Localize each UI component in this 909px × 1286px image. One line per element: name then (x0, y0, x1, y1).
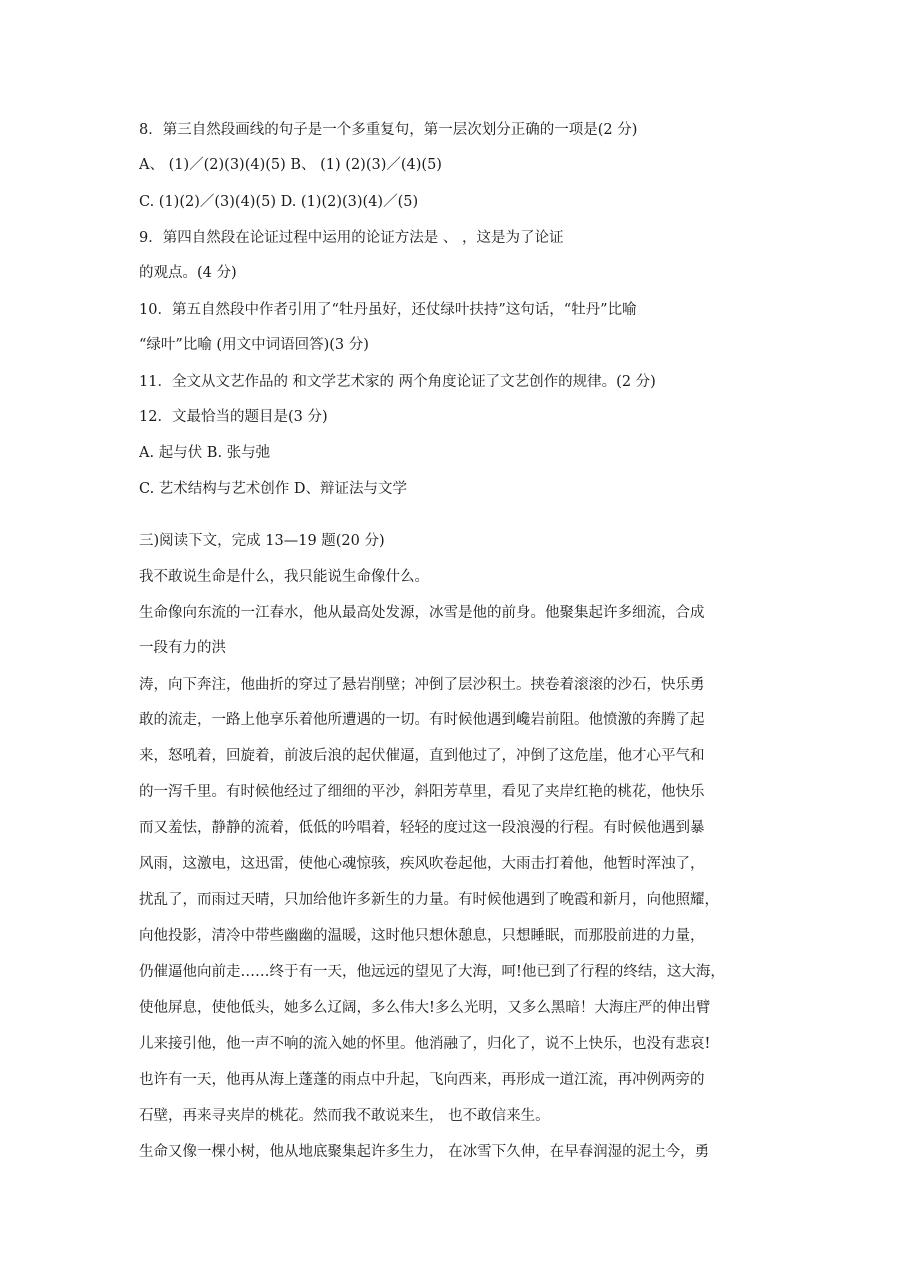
passage-line: 的一泻千里。有时候他经过了细细的平沙，斜阳芳草里，看见了夹岸红艳的桃花，他快乐 (139, 784, 705, 800)
passage-line: 一段有力的洪 (139, 640, 226, 656)
passage-line: 也许有一天，他再从海上蓬蓬的雨点中升起，飞向西来，再形成一道江流，再冲例两旁的 (139, 1072, 705, 1088)
question-10-line-2: “绿叶”比喻 (用文中词语回答)(3 分) (139, 337, 369, 353)
question-10-line-1: 10．第五自然段中作者引用了“牡丹虽好，还仗绿叶扶持”这句话，“牡丹”比喻 (139, 302, 637, 318)
passage-line: 石壁，再来寻夹岸的桃花。然而我不敢说来生， 也不敢信来生。 (139, 1108, 550, 1124)
question-9-line-2: 的观点。(4 分) (139, 265, 237, 281)
passage-line: 涛，向下奔注，他曲折的穿过了悬岩削壁；冲倒了层沙积土。挟卷着滚滚的沙石，快乐勇 (139, 677, 705, 693)
passage-line: 使他屏息，使他低头，她多么辽阔，多么伟大!多么光明，又多么黑暗！大海庄严的伸出臂 (139, 1000, 711, 1016)
section-3-heading: 三)阅读下文，完成 13—19 题(20 分) (139, 533, 385, 549)
question-8-options-ab: A、 (1)／(2)(3)(4)(5) B、 (1) (2)(3)／(4)(5) (139, 157, 442, 173)
passage-line: 来，怒吼着，回旋着，前波后浪的起伏催逼，直到他过了，冲倒了这危崖，他才心平气和 (139, 748, 705, 764)
passage-line: 敢的流走，一路上他享乐着他所遭遇的一切。有时候他遇到巉岩前阻。他愤激的奔腾了起 (139, 712, 705, 728)
question-12-options-ab: A. 起与伏 B. 张与弛 (139, 445, 271, 461)
passage-line: 仍催逼他向前走……终于有一天，他远远的望见了大海，呵!他已到了行程的终结，这大海， (139, 964, 725, 980)
passage-line: 向他投影，清冷中带些幽幽的温暖，这时他只想休憩息，只想睡眠，而那股前进的力量， (139, 928, 705, 944)
passage-line: 我不敢说生命是什么，我只能说生命像什么。 (139, 569, 429, 585)
passage-line: 而又羞怯，静静的流着，低低的吟唱着，轻轻的度过这一段浪漫的行程。有时候他遇到暴 (139, 820, 705, 836)
passage-line: 风雨，这激电，这迅雷，使他心魂惊骇，疾风吹卷起他，大雨击打着他，他暂时浑浊了， (139, 856, 705, 872)
passage-line: 儿来接引他，他一声不响的流入她的怀里。他消融了，归化了，说不上快乐，也没有悲哀! (139, 1036, 711, 1052)
question-11: 11．全文从文艺作品的 和文学艺术家的 两个角度论证了文艺创作的规律。(2 分) (139, 374, 656, 390)
question-12-options-cd: C. 艺术结构与艺术创作 D、辩证法与文学 (139, 481, 408, 497)
question-12: 12．文最恰当的题目是(3 分) (139, 409, 328, 425)
passage-line: 生命又像一棵小树，他从地底聚集起许多生力， 在冰雪下久伸，在早春润湿的泥土今，勇 (139, 1144, 710, 1160)
passage-line: 生命像向东流的一江春水，他从最高处发源，冰雪是他的前身。他聚集起许多细流，合成 (139, 605, 705, 621)
question-8: 8．第三自然段画线的句子是一个多重复句，第一层次划分正确的一项是(2 分) (139, 122, 638, 138)
question-8-options-cd: C. (1)(2)／(3)(4)(5) D. (1)(2)(3)(4)／(5) (139, 194, 419, 210)
question-9-line-1: 9．第四自然段在论证过程中运用的论证方法是 、 ，这是为了论证 (139, 230, 564, 246)
passage-line: 扰乱了，而雨过天晴，只加给他许多新生的力量。有时候他遇到了晚霞和新月，向他照耀， (139, 892, 719, 908)
